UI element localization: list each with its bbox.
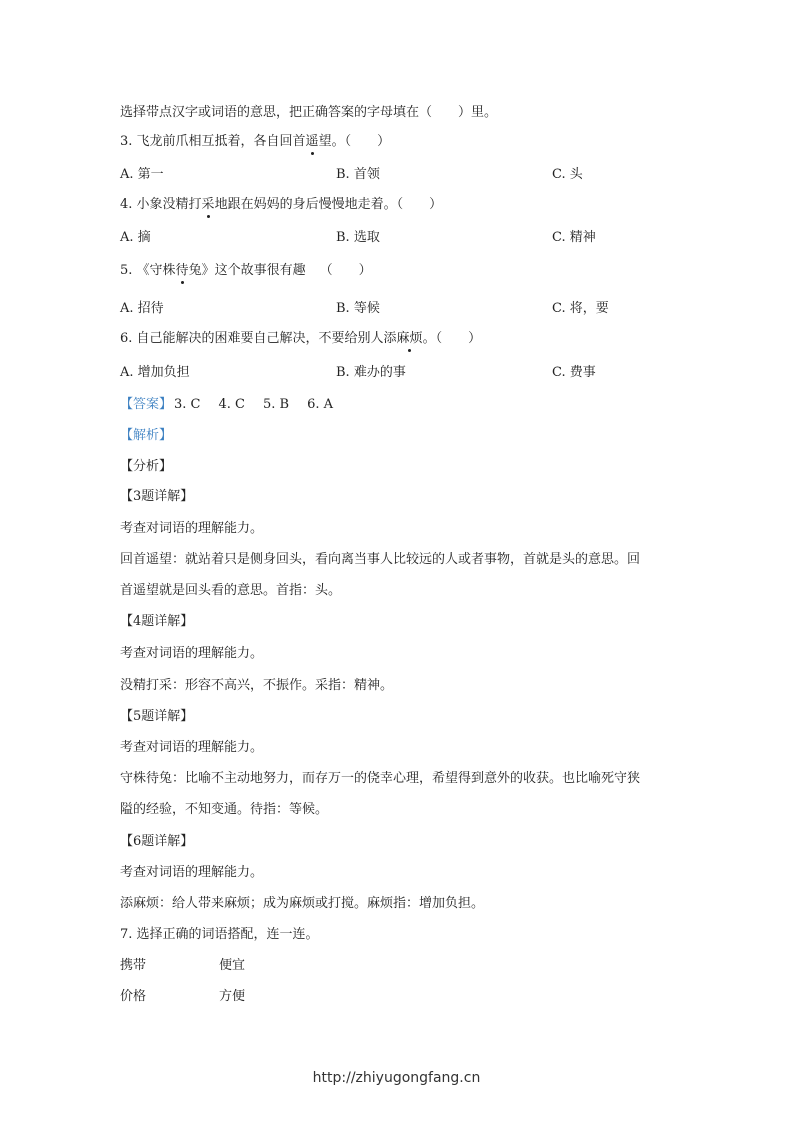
answer-item: 6. A (307, 397, 334, 412)
question-4 (120, 196, 442, 214)
q6-option-a: A. 增加负担 (120, 365, 190, 380)
answer-item: 5. B (262, 397, 290, 412)
answer-line (120, 396, 351, 414)
q6-option-b: B. 难办的事 (336, 365, 406, 380)
detail-5-heading: 【5题详解】 (120, 709, 194, 724)
detail-3-line-1: 考查对词语的理解能力。 (120, 521, 264, 536)
footer-url: http://zhiyugongfang.cn (312, 1070, 481, 1086)
q3-dotted-word: 遥 (305, 134, 319, 149)
q5-dotted-word: 待 (175, 263, 189, 278)
answer-item: 3. C (174, 397, 201, 412)
q6-text-pre: 6. 自己能解决的困难要自己解决，不要给别人添 (120, 331, 397, 346)
q4-dotted-word: 采 (201, 197, 215, 212)
q3-option-b: B. 首领 (336, 167, 380, 182)
detail-5-line-3: 隘的经验，不知变通。待指：等候。 (120, 802, 329, 817)
detail-5-line-1: 考查对词语的理解能力。 (120, 740, 264, 755)
q3-text-pre: 3. 飞龙前爪相互抵着，各自回首 (120, 134, 306, 149)
q3-option-c: C. 头 (552, 167, 583, 182)
q3-text-post: 望。（ ） (318, 134, 391, 149)
q5-text-post: 兔》这个故事很有趣 (188, 263, 306, 278)
detail-6-heading: 【6题详解】 (120, 834, 194, 849)
q3-option-a: A. 第一 (120, 167, 164, 182)
analysis-label: 【解析】 (120, 428, 173, 443)
q7-left-word: 价格 (120, 989, 147, 1004)
detail-4-line-2: 没精打采：形容不高兴，不振作。采指：精神。 (120, 678, 394, 693)
instruction: 选择带点汉字或词语的意思，把正确答案的字母填在（ ）里。 (120, 105, 498, 120)
q7-left-word: 携带 (120, 958, 147, 973)
q4-option-b: B. 选取 (336, 230, 380, 245)
detail-6-line-2: 添麻烦：给人带来麻烦；成为麻烦或打搅。麻烦指：增加负担。 (120, 896, 485, 911)
q4-option-a: A. 摘 (120, 230, 151, 245)
detail-6-line-1: 考查对词语的理解能力。 (120, 865, 264, 880)
q4-text-post: 地跟在妈妈的身后慢慢地走着。（ ） (214, 197, 443, 212)
answer-item: 4. C (218, 397, 245, 412)
q6-option-c: C. 费事 (552, 365, 596, 380)
q7-right-word: 方便 (219, 989, 246, 1004)
detail-4-heading: 【4题详解】 (120, 614, 194, 629)
detail-4-line-1: 考查对词语的理解能力。 (120, 646, 264, 661)
question-3 (120, 133, 390, 151)
answer-label: 【答案】 (120, 397, 173, 412)
detail-3-line-3: 首遥望就是回头看的意思。首指：头。 (120, 583, 342, 598)
q6-text-post: 。（ ） (422, 331, 482, 346)
q6-dotted-word: 麻烦 (396, 331, 423, 346)
q7-right-word: 便宜 (219, 958, 246, 973)
detail-5-line-2: 守株待兔：比喻不主动地努力，而存万一的侥幸心理，希望得到意外的收获。也比喻死守狭 (120, 771, 641, 786)
q4-text-pre: 4. 小象没精打 (120, 197, 202, 212)
fenxi-heading: 【分析】 (120, 459, 173, 474)
detail-3-line-2: 回首遥望：就站着只是侧身回头，看向离当事人比较远的人或者事物，首就是头的意思。回 (120, 552, 641, 567)
q5-option-c: C. 将，要 (552, 301, 609, 316)
q5-text-pre: 5. 《守株 (120, 263, 176, 278)
q5-option-a: A. 招待 (120, 301, 164, 316)
question-6 (120, 330, 481, 348)
question-5 (120, 262, 372, 280)
q4-option-c: C. 精神 (552, 230, 596, 245)
q5-option-b: B. 等候 (336, 301, 380, 316)
q5-answer-blank: （ ） (319, 263, 372, 278)
question-7: 7. 选择正确的词语搭配，连一连。 (120, 927, 319, 942)
detail-3-heading: 【3题详解】 (120, 489, 194, 504)
